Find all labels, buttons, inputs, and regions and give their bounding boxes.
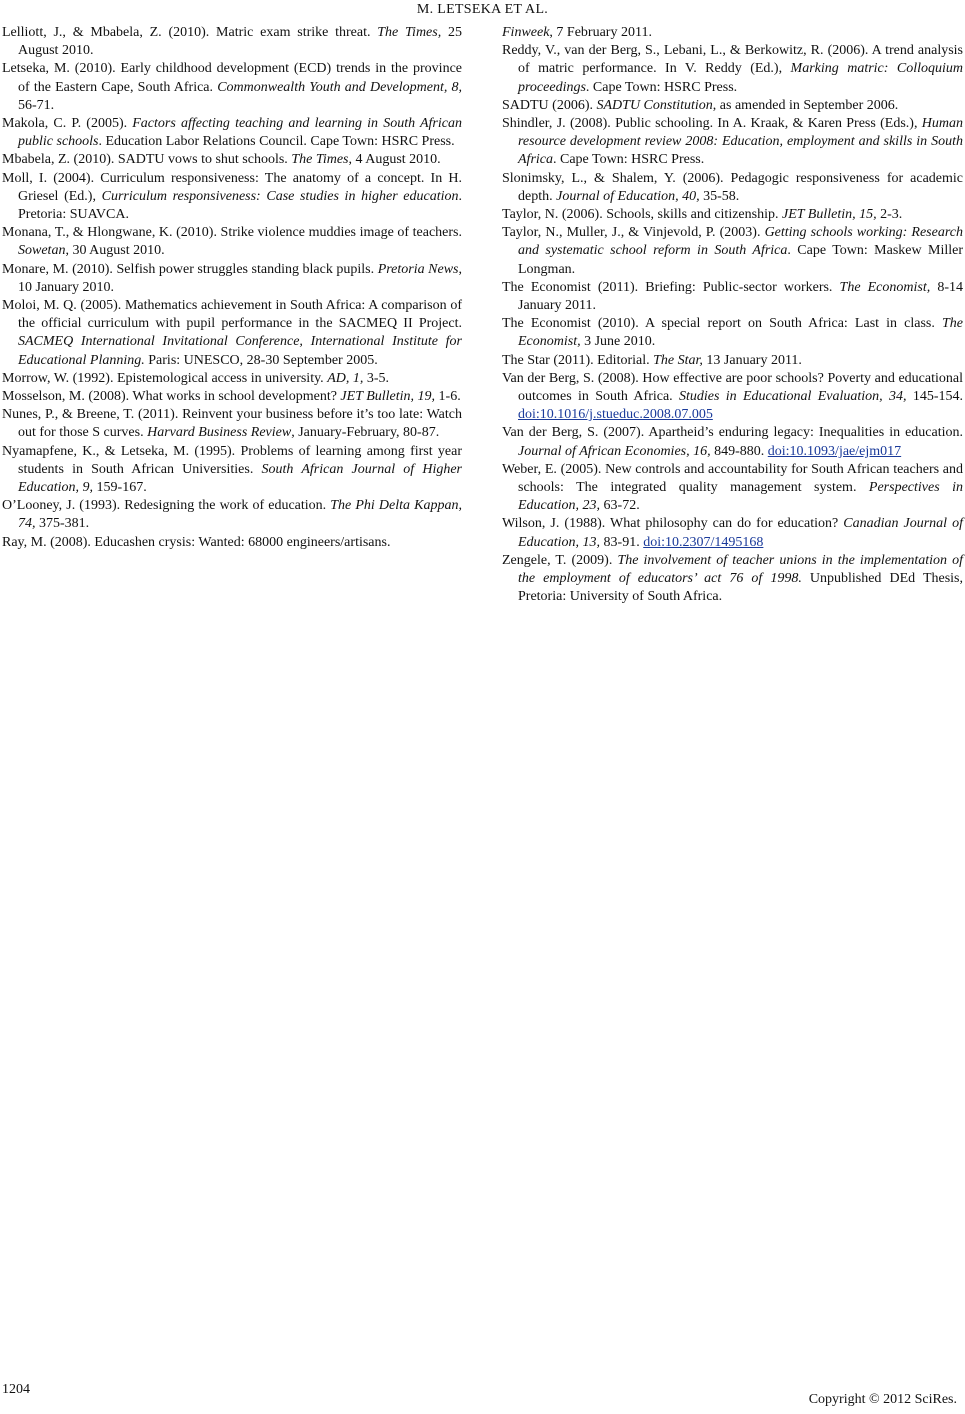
reference-text: 1-6.: [435, 389, 461, 405]
italic-title: Getting schools working: Research and systematic school reform in South Africa: [518, 225, 963, 259]
italic-title: SACMEQ International Invitational Conference, International Institute for Educational Planning.: [18, 334, 462, 368]
italic-title: The Times,: [377, 25, 442, 40]
reference-text: Makola, C. P. (2005).: [2, 116, 133, 132]
running-head: M. LETSEKA ET AL.: [416, 2, 549, 17]
reference-entry: [2, 534, 462, 552]
italic-title: Harvard Business Review: [147, 425, 292, 441]
reference-entry: [502, 461, 963, 516]
reference-text: . Pretoria: SUAVCA.: [18, 188, 462, 223]
italic-title: Journal of African Economies, 16,: [518, 443, 711, 459]
reference-entry: [502, 552, 963, 607]
page-number: 1204: [2, 1382, 30, 1397]
reference-entry: [2, 170, 462, 225]
reference-text: Nunes, P., & Breene, T. (2011). Reinvent your business before it’s too late: Watch out for those S curves.: [2, 407, 462, 441]
reference-entry: [502, 279, 963, 315]
italic-title: Perspectives in Education, 23,: [518, 480, 963, 514]
reference-entry: [2, 115, 462, 151]
reference-text: , January-February, 80-87.: [291, 425, 440, 441]
reference-entry: [2, 443, 462, 498]
reference-text: The Economist (2010). A special report on South Africa: Last in class.: [502, 316, 942, 332]
italic-title: South African Journal of Higher Education, 9,: [18, 461, 463, 496]
reference-entry: [2, 224, 462, 260]
reference-entry: [502, 115, 963, 170]
reference-text: SADTU (2006).: [502, 97, 597, 113]
reference-entry: [502, 315, 963, 351]
doi-link[interactable]: doi:10.1093/jae/ejm017: [767, 443, 902, 459]
reference-text: Morrow, W. (1992). Epistemological access in university.: [2, 370, 328, 386]
reference-text: Lelliott, J., & Mbabela, Z. (2010). Matric exam strike threat.: [2, 25, 378, 40]
reference-entry: [502, 24, 963, 42]
italic-title: Canadian Journal of Education, 13,: [518, 516, 963, 550]
italic-title: Journal of Education, 40,: [556, 188, 700, 204]
reference-text: 159-167.: [93, 480, 147, 496]
italic-title: The involvement of teacher unions in the implementation of the employment of educators’ act 76 of 1998.: [518, 552, 964, 587]
reference-text: Taylor, N., Muller, J., & Vinjevold, P. (2003).: [502, 225, 765, 241]
reference-entry: [2, 388, 462, 406]
reference-entry: [2, 297, 462, 370]
reference-text: 63-72.: [600, 498, 640, 514]
reference-entry: [502, 424, 963, 460]
reference-text: 13 January 2011.: [702, 352, 802, 368]
italic-title: The Star,: [653, 352, 703, 368]
reference-text: Van der Berg, S. (2008). How effective are poor schools? Poverty and educational outcomes in South Africa.: [502, 370, 963, 405]
italic-title: Commonwealth Youth and Development, 8,: [217, 79, 462, 95]
reference-text: Ray, M. (2008). Educashen crysis: Wanted: 68000 engineers/artisans.: [2, 534, 391, 550]
italic-title: AD, 1,: [327, 370, 364, 386]
reference-text: Mosselson, M. (2008). What works in school development?: [2, 389, 341, 405]
italic-title: JET Bulletin, 15,: [781, 207, 877, 223]
reference-text: . Cape Town: Maskew Miller Longman.: [518, 243, 964, 277]
reference-text: Unpublished DEd Thesis, Pretoria: University of South Africa.: [518, 571, 964, 605]
reference-entry: [502, 42, 963, 97]
italic-title: JET Bulletin, 19,: [340, 389, 436, 405]
reference-text: Mbabela, Z. (2010). SADTU vows to shut schools.: [2, 152, 292, 168]
references-right-column: [502, 24, 963, 607]
reference-text: Letseka, M. (2010). Early childhood development (ECD) trends in the province of the Eastern Cape, South Africa.: [2, 61, 462, 95]
reference-entry: [2, 406, 462, 442]
copyright-notice: Copyright © 2012 SciRes.: [808, 1392, 957, 1407]
reference-text: Moloi, M. Q. (2005). Mathematics achievement in South Africa: A comparison of the official curriculum with pupil performance in the SACMEQ II Project.: [2, 298, 462, 332]
reference-text: 2-3.: [876, 207, 903, 223]
reference-text: Weber, E. (2005). New controls and accountability for South African teachers and schools: The integrated quality management system.: [502, 461, 963, 496]
italic-title: The Economist,: [518, 316, 963, 350]
reference-text: Reddy, V., van der Berg, S., Lebani, L., & Berkowitz, R. (2006). A trend analysis of matric performance. In V. Reddy (Ed.),: [502, 43, 963, 77]
italic-title: Marking matric: Colloquium proceedings: [518, 61, 963, 95]
reference-text: 25 August 2010.: [18, 25, 462, 59]
reference-text: Monare, M. (2010). Selfish power struggles standing black pupils.: [2, 261, 378, 277]
doi-link[interactable]: doi:10.2307/1495168: [643, 534, 764, 550]
italic-title: The Times: [291, 152, 349, 168]
italic-title: The Phi Delta Kappan, 74,: [18, 498, 462, 532]
reference-text: The Economist (2011). Briefing: Public-sector workers.: [502, 279, 840, 295]
reference-text: , 7 February 2011.: [549, 25, 652, 40]
italic-title: SADTU Constitution: [596, 97, 713, 113]
italic-title: Studies in Educational Evaluation, 34,: [679, 389, 907, 405]
reference-text: 849-880.: [710, 443, 768, 459]
reference-entry: [2, 497, 462, 533]
reference-text: 8-14 January 2011.: [518, 279, 963, 314]
reference-text: 35-58.: [699, 188, 740, 204]
reference-text: 83-91.: [600, 534, 644, 550]
reference-text: Monana, T., & Hlongwane, K. (2010). Strike violence muddies image of teachers.: [2, 225, 462, 241]
reference-text: 56-71.: [18, 97, 55, 113]
reference-entry: [2, 60, 462, 115]
reference-text: Nyamapfene, K., & Letseka, M. (1995). Problems of learning among first year students in South African Universities.: [2, 443, 462, 477]
reference-text: 3 June 2010.: [580, 334, 656, 350]
reference-text: 145-154.: [906, 389, 963, 405]
italic-title: Curriculum responsiveness: Case studies in higher education: [101, 188, 459, 204]
reference-text: Moll, I. (2004). Curriculum responsiveness: The anatomy of a concept. In H. Griesel (Ed.),: [2, 170, 462, 204]
reference-text: . Education Labor Relations Council. Cape Town: HSRC Press.: [98, 134, 455, 150]
italic-title: Factors affecting teaching and learning in South African public schools: [18, 116, 462, 150]
reference-entry: [2, 261, 462, 297]
reference-text: Wilson, J. (1988). What philosophy can do for education?: [502, 516, 844, 532]
italic-title: Pretoria News: [377, 261, 459, 277]
reference-text: , 4 August 2010.: [348, 152, 441, 168]
references-left-column: [2, 24, 462, 552]
reference-text: 375-381.: [35, 516, 90, 532]
reference-entry: [502, 97, 963, 115]
reference-text: 3-5.: [363, 370, 390, 386]
italic-title: Sowetan: [18, 243, 66, 259]
reference-text: The Star (2011). Editorial.: [502, 352, 654, 368]
reference-entry: [2, 24, 462, 60]
reference-text: Paris: UNESCO, 28-30 September 2005.: [144, 352, 378, 368]
reference-text: Slonimsky, L., & Shalem, Y. (2006). Pedagogic responsiveness for academic depth.: [502, 170, 963, 204]
reference-text: , as amended in September 2006.: [712, 97, 899, 113]
italic-title: The Economist,: [839, 279, 931, 295]
reference-entry: [2, 151, 462, 169]
reference-text: Shindler, J. (2008). Public schooling. In A. Kraak, & Karen Press (Eds.),: [502, 116, 922, 132]
reference-entry: [502, 352, 963, 370]
reference-entry: [2, 370, 462, 388]
reference-text: , 30 August 2010.: [65, 243, 165, 259]
reference-entry: [502, 206, 963, 224]
reference-text: , 10 January 2010.: [18, 261, 462, 295]
reference-text: . Cape Town: HSRC Press.: [553, 152, 705, 168]
reference-text: Taylor, N. (2006). Schools, skills and citizenship.: [502, 207, 782, 223]
doi-link[interactable]: doi:10.1016/j.stueduc.2008.07.005: [518, 407, 713, 423]
reference-text: Zengele, T. (2009).: [502, 552, 618, 568]
reference-text: Van der Berg, S. (2007). Apartheid’s enduring legacy: Inequalities in education.: [502, 425, 963, 441]
italic-title: Finweek: [502, 25, 550, 40]
italic-title: Human resource development review 2008: Education, employment and skills in South Africa: [518, 116, 963, 168]
reference-entry: [502, 170, 963, 206]
reference-entry: [502, 370, 963, 425]
reference-entry: [502, 515, 963, 551]
reference-text: O’Looney, J. (1993). Redesigning the work of education.: [2, 498, 331, 514]
reference-text: . Cape Town: HSRC Press.: [585, 79, 738, 95]
reference-entry: [502, 224, 963, 279]
